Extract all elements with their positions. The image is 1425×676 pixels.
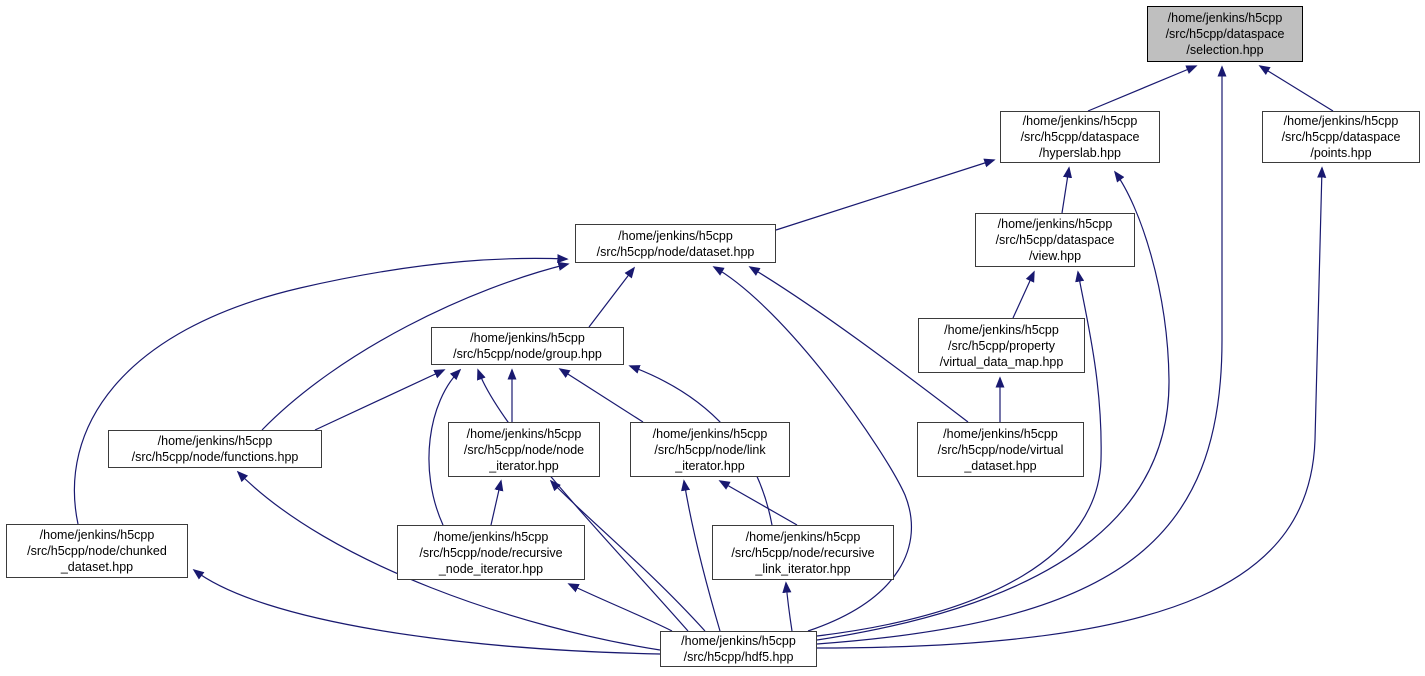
- graph-node-label-line: /src/h5cpp/dataspace: [1281, 130, 1401, 144]
- graph-node-functions-hpp[interactable]: [108, 430, 322, 468]
- graph-node-label-line: /home/jenkins/h5cpp: [433, 529, 549, 544]
- graph-node-label-line: /virtual_data_map.hpp: [939, 354, 1064, 369]
- graph-node-label-line: /points.hpp: [1310, 146, 1372, 160]
- edge-virtual-data-map-hpp-to-view-hpp: [1013, 272, 1034, 318]
- graph-node-label-line: /src/h5cpp/node/dataset.hpp: [596, 244, 755, 259]
- graph-node-label-line: /src/h5cpp/node/chunked: [27, 544, 167, 558]
- graph-node-label-line: /src/h5cpp/node/recursive: [731, 545, 875, 560]
- edge-group-hpp-to-dataset-hpp: [589, 268, 634, 327]
- edge-link-iterator-hpp-to-group-hpp: [560, 369, 643, 422]
- graph-node-label-line: /home/jenkins/h5cpp: [652, 426, 768, 441]
- graph-node-view-hpp[interactable]: [975, 213, 1135, 267]
- graph-node-label-line: /src/h5cpp/node/group.hpp: [453, 347, 602, 361]
- graph-node-label-line: /home/jenkins/h5cpp: [745, 529, 861, 544]
- graph-node-label-line: _node_iterator.hpp: [438, 561, 544, 576]
- edge-hdf5-hpp-to-chunked-dataset-hpp: [194, 570, 660, 654]
- graph-node-node-iterator-hpp[interactable]: [448, 422, 600, 477]
- graph-node-chunked-dataset-hpp[interactable]: [6, 524, 188, 578]
- graph-node-label-line: /home/jenkins/h5cpp: [1167, 11, 1283, 25]
- graph-node-label-line: /home/jenkins/h5cpp: [1283, 114, 1399, 128]
- edge-dataset-hpp-to-hyperslab-hpp: [776, 160, 994, 230]
- edge-recursive-node-iterator-hpp-to-node-iterator-hpp: [491, 481, 501, 525]
- graph-node-label-line: /src/h5cpp/node/recursive: [419, 545, 563, 560]
- graph-node-label-line: /src/h5cpp/node/virtual: [937, 442, 1064, 457]
- edge-view-hpp-to-hyperslab-hpp: [1062, 168, 1069, 213]
- graph-node-recursive-link-iterator-hpp[interactable]: [712, 525, 894, 580]
- graph-node-label-line: /src/h5cpp/hdf5.hpp: [683, 650, 794, 664]
- graph-node-label-line: /view.hpp: [1028, 249, 1082, 263]
- graph-node-label-line: /src/h5cpp/node/functions.hpp: [131, 450, 299, 464]
- graph-node-recursive-node-iterator-hpp[interactable]: [397, 525, 585, 580]
- graph-node-label-line: /src/h5cpp/node/link: [654, 442, 766, 457]
- graph-node-selection-hpp[interactable]: [1147, 6, 1303, 62]
- graph-node-label-line: /home/jenkins/h5cpp: [466, 426, 582, 441]
- edge-functions-hpp-to-group-hpp: [315, 370, 444, 430]
- graph-node-virtual-data-map-hpp[interactable]: [918, 318, 1085, 373]
- graph-node-label-line: /src/h5cpp/dataspace: [995, 233, 1115, 247]
- graph-node-label-line: /home/jenkins/h5cpp: [618, 228, 733, 243]
- graph-node-points-hpp[interactable]: [1262, 111, 1420, 163]
- graph-node-label-line: _dataset.hpp: [60, 560, 134, 574]
- edge-hdf5-hpp-to-group-hpp: [478, 370, 688, 631]
- graph-node-label-line: /src/h5cpp/dataspace: [1165, 27, 1285, 41]
- graph-node-label-line: /src/h5cpp/property: [948, 338, 1055, 353]
- graph-node-hyperslab-hpp[interactable]: [1000, 111, 1160, 163]
- graph-node-label-line: _iterator.hpp: [675, 458, 745, 473]
- graph-node-label-line: /home/jenkins/h5cpp: [997, 217, 1113, 231]
- edge-recursive-link-iterator-hpp-to-link-iterator-hpp: [720, 481, 797, 525]
- graph-node-label-line: _dataset.hpp: [964, 458, 1037, 473]
- graph-node-label-line: /home/jenkins/h5cpp: [157, 434, 273, 448]
- edge-hyperslab-hpp-to-selection-hpp: [1088, 66, 1196, 111]
- graph-node-link-iterator-hpp[interactable]: [630, 422, 790, 477]
- edge-chunked-dataset-hpp-to-dataset-hpp: [74, 258, 567, 524]
- edge-hdf5-hpp-to-recursive-link-iterator-hpp: [786, 583, 792, 631]
- graph-node-label-line: /src/h5cpp/dataspace: [1020, 130, 1140, 144]
- graph-node-label-line: /src/h5cpp/node/node: [463, 442, 585, 457]
- graph-node-label-line: /home/jenkins/h5cpp: [944, 322, 1059, 337]
- edge-points-hpp-to-selection-hpp: [1260, 66, 1333, 111]
- edge-hdf5-hpp-to-recursive-node-iterator-hpp: [569, 584, 672, 631]
- graph-node-dataset-hpp[interactable]: [575, 224, 776, 263]
- graph-node-label-line: /home/jenkins/h5cpp: [39, 528, 155, 542]
- graph-node-label-line: _iterator.hpp: [489, 458, 559, 473]
- graph-node-label-line: /hyperslab.hpp: [1038, 146, 1121, 160]
- graph-node-hdf5-hpp[interactable]: [660, 631, 817, 667]
- graph-node-label-line: /home/jenkins/h5cpp: [1022, 114, 1138, 128]
- graph-node-label-line: /home/jenkins/h5cpp: [943, 426, 1058, 441]
- graph-node-virtual-dataset-hpp[interactable]: [917, 422, 1084, 477]
- graph-node-group-hpp[interactable]: [431, 327, 624, 365]
- graph-node-label-line: /home/jenkins/h5cpp: [470, 331, 585, 345]
- graph-node-label-line: /selection.hpp: [1186, 43, 1264, 57]
- graph-node-label-line: /home/jenkins/h5cpp: [681, 634, 796, 648]
- graph-node-label-line: _link_iterator.hpp: [755, 561, 851, 576]
